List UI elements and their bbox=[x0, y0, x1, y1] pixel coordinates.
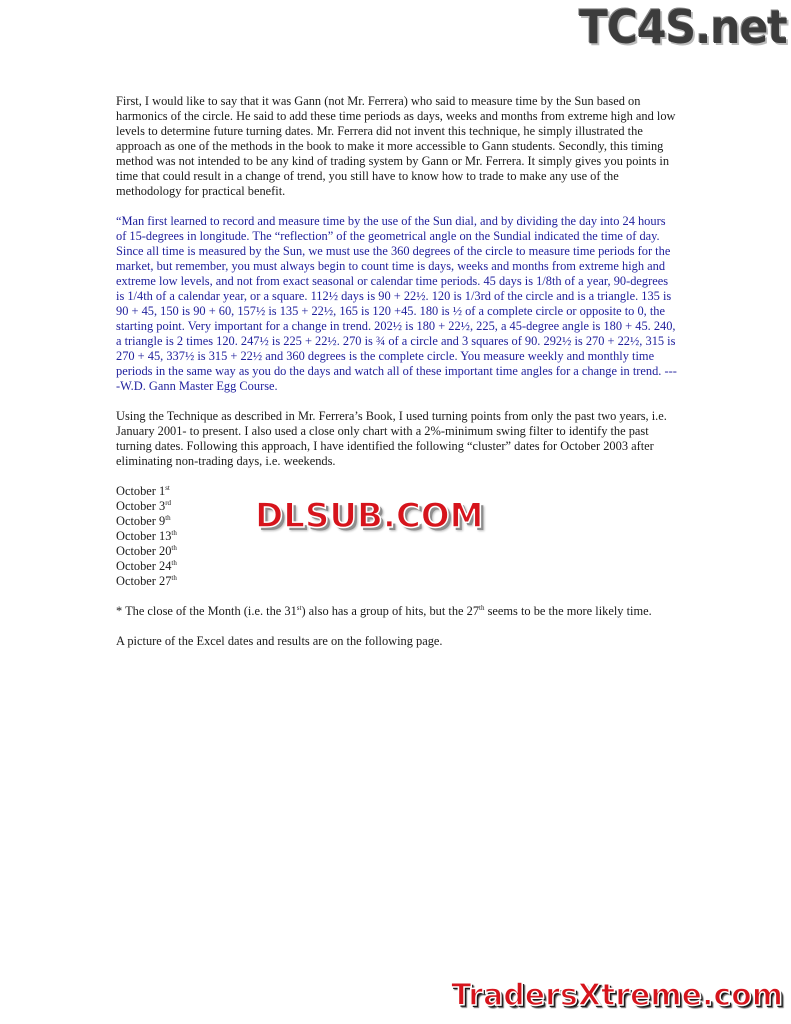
date-item: October 20th bbox=[116, 544, 177, 558]
month-close-note: * The close of the Month (i.e. the 31st) also has a group of hits, but the 27th seems to be the more likely time. bbox=[116, 604, 652, 618]
watermark-dlsub: DLSUB.COM bbox=[255, 496, 484, 536]
date-item: October 24th bbox=[116, 559, 177, 573]
watermark-tradersxtreme: TradersXtreme.com bbox=[451, 978, 783, 1013]
date-item: October 27th bbox=[116, 574, 177, 588]
date-item: October 1st bbox=[116, 484, 170, 498]
gann-quote: “Man first learned to record and measure time by the use of the Sun dial, and by dividing the day into 24 hours of 15-degrees in longitude. The “reflection” of the geometrical angle on the Sundial indicated the time of day. Since all time is measured by the Sun, we must use the 360 degrees of the circle to measure time periods for the market, but remember, you must always begin to count time is days, weeks and months from extreme high and extreme low levels, and not from exact seasonal or calendar time periods. 45 days is 1/8th of a year, 90-degrees is 1/4th of a calendar year, or a square. 112½ days is 90 + 22½. 120 is 1/3rd of the circle and is a triangle. 135 is 90 + 45, 150 is 90 + 60, 157½ is 135 + 22½, 165 is 120 +45. 180 is ½ of a complete circle or opposite to 0, the starting point. Very important for a change in trend. 202½ is 180 + 22½, 225, a 45-degree angle is 180 + 45. 240, a triangle is 2 times 120. 247½ is 225 + 22½. 270 is ¾ of a circle and 3 squares of 90. 292½ is 270 + 22½, 315 is 270 + 45, 337½ is 315 + 22½ and 360 degrees is the complete circle. You measure weekly and monthly time periods in the same way as you do the days and watch all of these important time angles for a change in trend. ----W.D. Gann Master Egg Course. bbox=[116, 214, 677, 393]
intro-paragraph: First, I would like to say that it was Gann (not Mr. Ferrera) who said to measure time by the Sun based on harmonics of the circle. He said to add these time periods as days, weeks and months from extreme high and low levels to determine future turning dates. Mr. Ferrera did not invent this technique, he simply illustrated the approach as one of the methods in the book to make it more accessible to Gann students. Secondly, this timing method was not intended to be any kind of trading system by Gann or Mr. Ferrera. It simply gives you points in time that could result in a change of trend, you still have to know how to trade to make any use of the methodology for practical benefit. bbox=[116, 94, 676, 198]
date-item: October 9th bbox=[116, 514, 171, 528]
date-item: October 13th bbox=[116, 529, 177, 543]
date-item: October 3rd bbox=[116, 499, 172, 513]
watermark-tc4s: TC4S.net bbox=[579, 0, 787, 54]
technique-paragraph: Using the Technique as described in Mr. Ferrera’s Book, I used turning points from only the past two years, i.e. January 2001- to present. I also used a close only chart with a 2%-minimum swing filter to identify the past turning dates. Following this approach, I have identified the following “cluster” dates for October 2003 after eliminating non-trading days, i.e. weekends. bbox=[116, 409, 667, 468]
document-page bbox=[116, 94, 678, 664]
excel-reference-paragraph: A picture of the Excel dates and results are on the following page. bbox=[116, 634, 443, 648]
